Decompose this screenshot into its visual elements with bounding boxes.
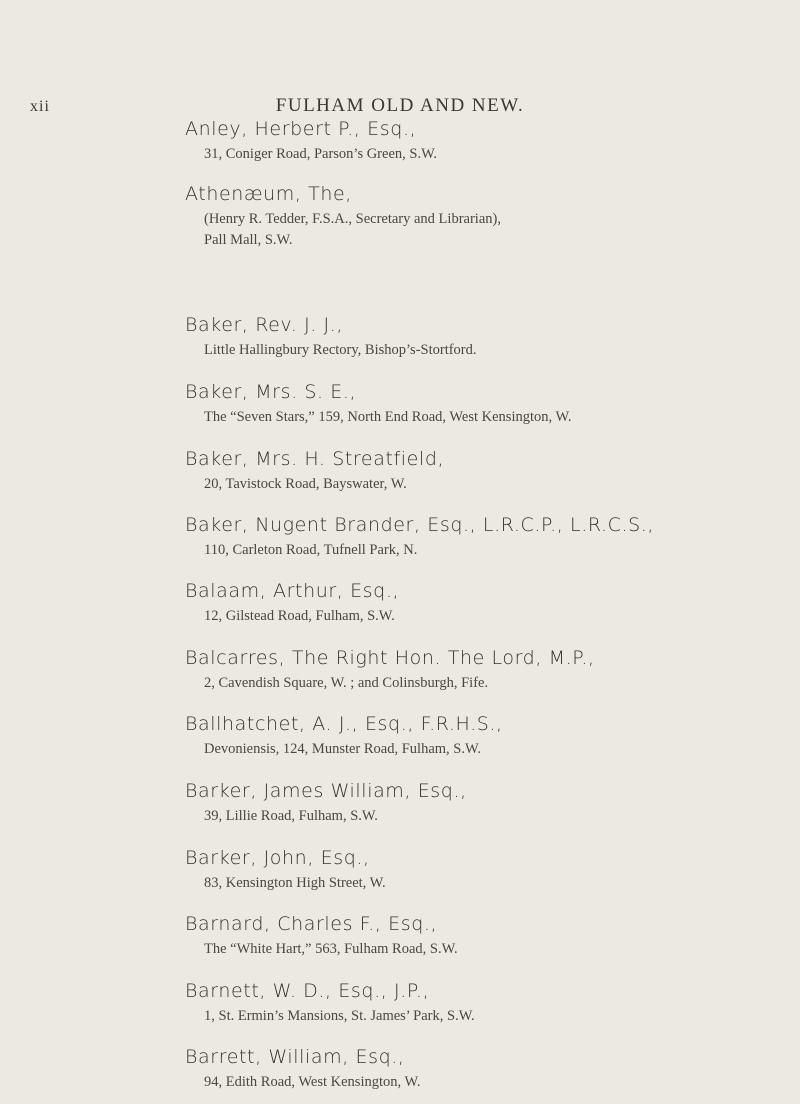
entry-name: Athenæum, The, xyxy=(185,183,352,205)
entry-name: Balcarres, The Right Hon. The Lord, M.P., xyxy=(185,647,595,669)
entry-name: Barnett, W. D., Esq., J.P., xyxy=(185,980,430,1002)
entry-address-line: 1, St. Ermin’s Mansions, St. James’ Park, S.W. xyxy=(204,1008,475,1024)
entry-address-line: 31, Coniger Road, Parson’s Green, S.W. xyxy=(204,146,438,162)
list-entry xyxy=(185,118,785,165)
entry-name: Barnard, Charles F., Esq., xyxy=(185,913,438,935)
entry-name: Barrett, William, Esq., xyxy=(185,1046,405,1068)
list-entry xyxy=(185,980,785,1027)
entry-address-line: Devoniensis, 124, Munster Road, Fulham, S.W. xyxy=(204,741,481,757)
entry-name: Baker, Mrs. S. E., xyxy=(185,381,357,403)
entry-name: Baker, Nugent Brander, Esq., L.R.C.P., L.R.C.S., xyxy=(185,514,655,536)
entry-address-line: Pall Mall, S.W. xyxy=(204,232,293,248)
entry-address-line: (Henry R. Tedder, F.S.A., Secretary and Librarian), xyxy=(204,211,501,227)
list-entry xyxy=(185,913,785,960)
list-entry xyxy=(185,780,785,827)
entry-name: Ballhatchet, A. J., Esq., F.R.H.S., xyxy=(185,713,503,735)
list-entry xyxy=(185,448,785,495)
list-entry xyxy=(185,713,785,760)
list-entry xyxy=(185,381,785,428)
entry-name: Barker, James William, Esq., xyxy=(185,780,467,802)
list-entry xyxy=(185,1046,785,1093)
entry-address-line: 12, Gilstead Road, Fulham, S.W. xyxy=(204,608,395,624)
entry-address-line: 20, Tavistock Road, Bayswater, W. xyxy=(204,476,407,492)
list-entry xyxy=(185,580,785,627)
entry-address-line: 94, Edith Road, West Kensington, W. xyxy=(204,1074,421,1090)
entry-name: Baker, Mrs. H. Streatfield, xyxy=(185,448,445,470)
list-entry xyxy=(185,314,785,361)
entry-name: Barker, John, Esq., xyxy=(185,847,370,869)
running-title: FULHAM OLD AND NEW. xyxy=(275,95,525,116)
entry-address-line: 2, Cavendish Square, W. ; and Colinsburgh, Fife. xyxy=(204,675,489,691)
entry-address-line: 39, Lillie Road, Fulham, S.W. xyxy=(204,808,378,824)
page-number: xii xyxy=(30,98,50,115)
entry-address-line: 83, Kensington High Street, W. xyxy=(204,875,386,891)
entry-name: Balaam, Arthur, Esq., xyxy=(185,580,400,602)
entry-address-line: The “White Hart,” 563, Fulham Road, S.W. xyxy=(204,941,458,957)
list-entry xyxy=(185,183,785,251)
list-entry xyxy=(185,514,785,561)
entry-address-line: 110, Carleton Road, Tufnell Park, N. xyxy=(204,542,418,558)
entry-name: Baker, Rev. J. J., xyxy=(185,314,344,336)
entry-name: Anley, Herbert P., Esq., xyxy=(185,118,417,140)
list-entry xyxy=(185,847,785,894)
list-entry xyxy=(185,647,785,694)
entry-address-line: Little Hallingbury Rectory, Bishop’s-Stortford. xyxy=(204,342,477,358)
entry-address-line: The “Seven Stars,” 159, North End Road, West Kensington, W. xyxy=(204,409,572,425)
